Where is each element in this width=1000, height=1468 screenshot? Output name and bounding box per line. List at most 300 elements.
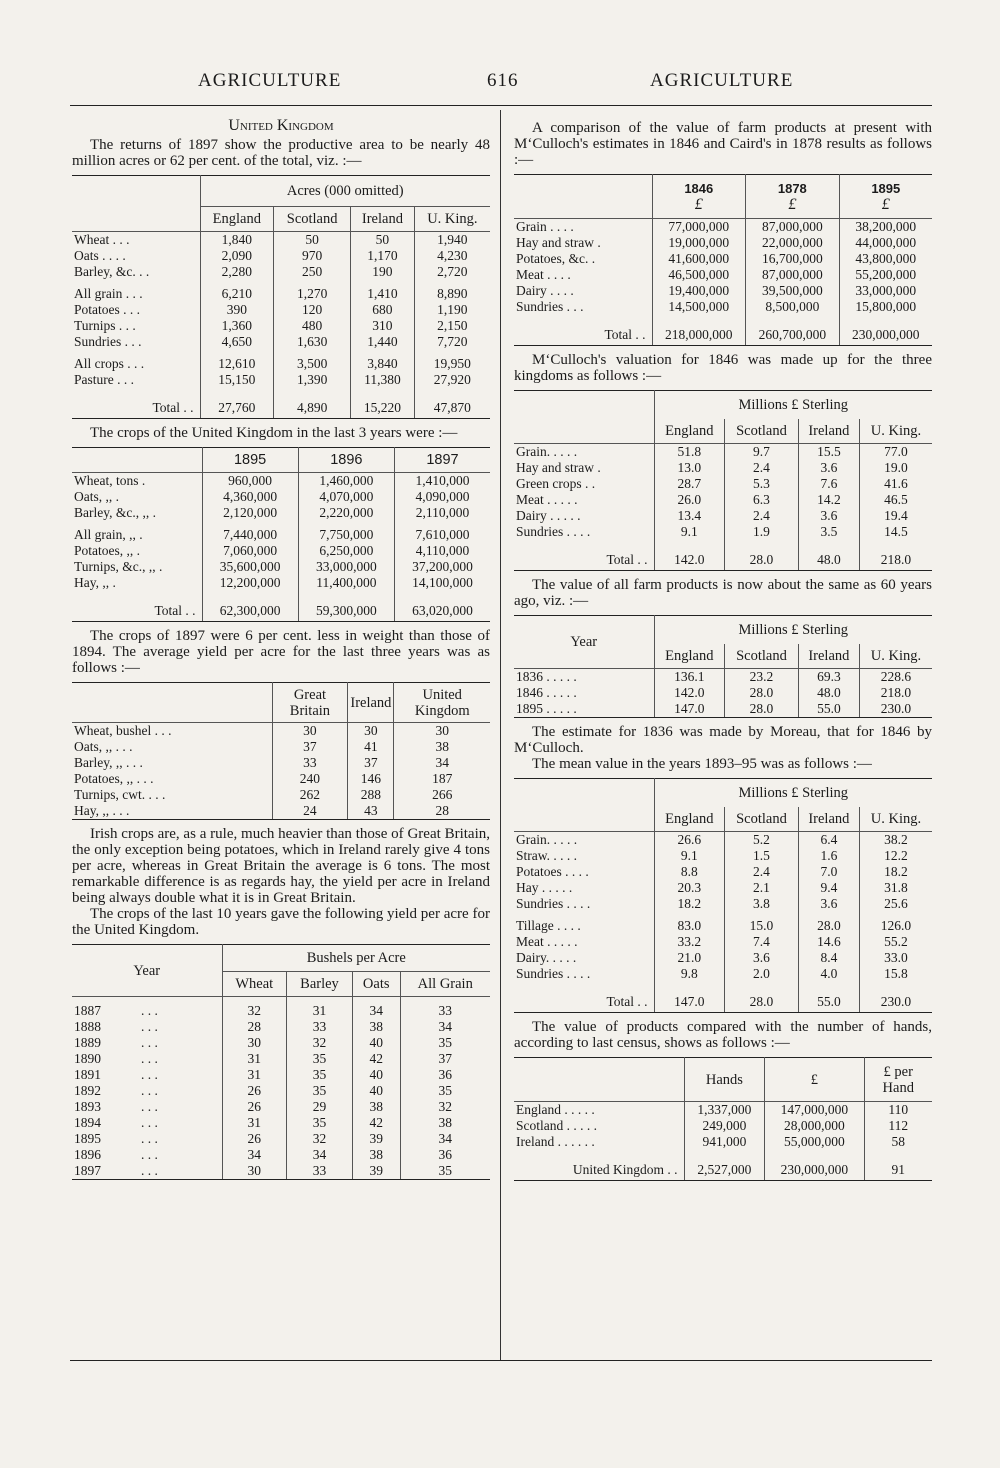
cell-value: 13.4 [654, 508, 725, 524]
cell-value: 33 [400, 1003, 490, 1019]
cell-value: 83.0 [654, 918, 725, 934]
cell-value: 7.6 [798, 476, 859, 492]
cell-value: 4,110,000 [394, 543, 490, 559]
cell-value: 24 [272, 803, 348, 820]
cell-value: 142.0 [654, 546, 725, 571]
cell-value: 51.8 [654, 444, 725, 461]
cell-value: 55,000,000 [765, 1134, 864, 1150]
cell-value: 7.4 [725, 934, 799, 950]
mcculloch-table [514, 390, 932, 571]
table-row [72, 1003, 490, 1019]
cell-value: 19.4 [859, 508, 932, 524]
row-label: Potatoes . . . [74, 302, 140, 317]
table-row [72, 232, 490, 249]
year-heading: 1895 [871, 180, 901, 196]
cell-value: 37 [400, 1051, 490, 1067]
cell-value: 5.2 [725, 832, 799, 849]
table-row [514, 832, 932, 849]
cell-value: 33,000,000 [298, 559, 394, 575]
row-label: Sundries . . . [516, 299, 584, 314]
year-header: Year [72, 945, 222, 997]
cell-value: 30 [348, 723, 394, 740]
cell-value: 9.7 [725, 444, 799, 461]
cell-value: 69.3 [798, 669, 859, 686]
cell-value: 48.0 [798, 685, 859, 701]
column-header: Wheat [222, 972, 287, 997]
left-column [72, 112, 490, 1186]
cell-value: 15,220 [351, 394, 415, 419]
row-label: Barley, &c., ,, . [74, 505, 156, 520]
cell-value: 1,460,000 [298, 473, 394, 490]
row-label [72, 1099, 222, 1115]
column-header: 1895 [202, 448, 298, 473]
row-label: Hay and straw . [516, 235, 601, 250]
row-label: Meat . . . . . [516, 934, 578, 949]
column-header: All Grain [400, 972, 490, 997]
cell-value: 25.6 [859, 896, 932, 912]
row-label: Pasture . . . [74, 372, 134, 387]
sixty-group-header: Millions £ Sterling [654, 616, 932, 645]
row-label: Sundries . . . . [516, 524, 591, 539]
table-row [72, 1067, 490, 1083]
table-row [514, 492, 932, 508]
cell-value: 1,840 [200, 232, 274, 249]
cell-value: 40 [352, 1035, 400, 1051]
cell-value: 3.6 [798, 460, 859, 476]
cell-value: 4,070,000 [298, 489, 394, 505]
cell-value: 18.2 [859, 864, 932, 880]
cell-value: 1,190 [414, 302, 490, 318]
cell-value: 91 [864, 1156, 932, 1181]
cell-value: 30 [222, 1163, 287, 1180]
cell-value: 218.0 [859, 685, 932, 701]
row-label [72, 1131, 222, 1147]
column-header: £ [765, 1058, 864, 1102]
cell-value: 3,840 [351, 356, 415, 372]
column-header: Barley [287, 972, 353, 997]
cell-value: 87,000,000 [746, 267, 840, 283]
cell-value: 1,170 [351, 248, 415, 264]
cell-value: 31 [287, 1003, 353, 1019]
cell-value: 4,230 [414, 248, 490, 264]
cell-value: 32 [400, 1099, 490, 1115]
cell-value: 8.8 [654, 864, 725, 880]
cell-value: 7,610,000 [394, 527, 490, 543]
cell-value: 35 [287, 1051, 353, 1067]
cell-value: 19,950 [414, 356, 490, 372]
cell-value: 2,280 [200, 264, 274, 280]
hands-table [514, 1057, 932, 1181]
cell-value: 34 [400, 1019, 490, 1035]
column-header: Ireland [798, 807, 859, 832]
leader-dots: . . . [141, 1115, 158, 1130]
table-row [72, 543, 490, 559]
cell-value: 33 [272, 755, 348, 771]
leader-dots: . . . [141, 1067, 158, 1082]
cell-value: 2.0 [725, 966, 799, 982]
cell-value: 33.0 [859, 950, 932, 966]
table-row [514, 524, 932, 540]
cell-value: 9.8 [654, 966, 725, 982]
cell-value: 55.2 [859, 934, 932, 950]
cell-value: 42 [352, 1115, 400, 1131]
currency-sign: £ [788, 195, 797, 213]
acres-group-header: Acres (000 omitted) [200, 176, 490, 207]
table-row [72, 286, 490, 302]
column-header [652, 175, 746, 219]
row-label: All grain, ,, . [74, 527, 143, 542]
cell-value: 11,400,000 [298, 575, 394, 591]
table-row [514, 966, 932, 982]
cell-value: 7,060,000 [202, 543, 298, 559]
cell-value: 249,000 [684, 1118, 765, 1134]
cell-value: 26 [222, 1083, 287, 1099]
cell-value: 77,000,000 [652, 219, 746, 236]
cell-value: 2.4 [725, 864, 799, 880]
table-row [514, 235, 932, 251]
column-header: Scotland [725, 419, 799, 444]
cell-value: 23.2 [725, 669, 799, 686]
cell-value: 19.0 [859, 460, 932, 476]
cell-value: 110 [864, 1102, 932, 1119]
column-header [839, 175, 932, 219]
mcculloch-intro: M‘Culloch's valuation for 1846 was made up for the three kingdoms as follows :— [514, 352, 932, 384]
cell-value: 46,500,000 [652, 267, 746, 283]
column-header: Hands [684, 1058, 765, 1102]
year-label: 1892 [74, 1083, 101, 1098]
cell-value: 28 [222, 1019, 287, 1035]
leader-dots: . . . [141, 1131, 158, 1146]
cell-value: 120 [274, 302, 351, 318]
cell-value: 3.6 [798, 896, 859, 912]
table-row [72, 1131, 490, 1147]
table-row [514, 508, 932, 524]
comparison-intro: A comparison of the value of farm products at present with M‘Culloch's estimates in 1846 and Caird's in 1878 results as follows :— [514, 120, 932, 168]
cell-value: 2.4 [725, 460, 799, 476]
row-label: Total . . [72, 597, 202, 622]
mean-intro: The mean value in the years 1893–95 was as follows :— [532, 756, 872, 772]
table-row [514, 896, 932, 912]
column-header: England [200, 207, 274, 232]
leader-dots: . . . [141, 1147, 158, 1162]
year-label: 1895 [74, 1131, 101, 1146]
cell-value: 33,000,000 [839, 283, 932, 299]
currency-sign: £ [694, 195, 703, 213]
cell-value: 35 [400, 1035, 490, 1051]
cell-value: 310 [351, 318, 415, 334]
cell-value: 38 [394, 739, 490, 755]
table-row [72, 1083, 490, 1099]
cell-value: 8.4 [798, 950, 859, 966]
estimate-paragraph: The estimate for 1836 was made by Moreau, that for 1846 by M‘Culloch. [514, 724, 932, 756]
cell-value: 31 [222, 1067, 287, 1083]
cell-value: 2.1 [725, 880, 799, 896]
cell-value: 32 [222, 1003, 287, 1019]
cell-value: 9.4 [798, 880, 859, 896]
cell-value: 260,700,000 [746, 321, 840, 346]
cell-value: 190 [351, 264, 415, 280]
cell-value: 28.0 [725, 546, 799, 571]
cell-value: 3.5 [798, 524, 859, 540]
table-row [514, 918, 932, 934]
cell-value: 147,000,000 [765, 1102, 864, 1119]
cell-value: 1,270 [274, 286, 351, 302]
table-row [514, 880, 932, 896]
cell-value: 14.2 [798, 492, 859, 508]
total-row [514, 546, 932, 571]
row-label [72, 1067, 222, 1083]
cell-value: 5.3 [725, 476, 799, 492]
cell-value: 126.0 [859, 918, 932, 934]
table-row [514, 444, 932, 461]
table-row [72, 302, 490, 318]
row-label [72, 1147, 222, 1163]
table-row [72, 771, 490, 787]
row-label: Oats . . . . [74, 248, 126, 263]
cell-value: 15.0 [725, 918, 799, 934]
year-label: 1891 [74, 1067, 101, 1082]
cell-value: 14.5 [859, 524, 932, 540]
cell-value: 228.6 [859, 669, 932, 686]
cell-value: 38 [352, 1147, 400, 1163]
row-label [72, 1163, 222, 1180]
year-label: 1896 [74, 1147, 101, 1162]
cell-value: 9.1 [654, 848, 725, 864]
cell-value: 26.6 [654, 832, 725, 849]
table-row [72, 505, 490, 521]
leader-dots: . . . [141, 1051, 158, 1066]
cell-value: 390 [200, 302, 274, 318]
cell-value: 266 [394, 787, 490, 803]
cell-value: 35 [287, 1083, 353, 1099]
cell-value: 14,500,000 [652, 299, 746, 315]
column-header: England [654, 419, 725, 444]
total-row [514, 321, 932, 346]
table-row [514, 669, 932, 686]
year-label: 1889 [74, 1035, 101, 1050]
year-label: 1894 [74, 1115, 101, 1130]
year-label: 1897 [74, 1163, 101, 1178]
cell-value: 38 [352, 1099, 400, 1115]
table-row [72, 473, 490, 490]
cell-value: 50 [274, 232, 351, 249]
total-row [514, 988, 932, 1013]
row-label: Total . . [514, 321, 652, 346]
cell-value: 31.8 [859, 880, 932, 896]
cell-value: 18.2 [654, 896, 725, 912]
year-heading: 1878 [777, 180, 807, 196]
cell-value: 13.0 [654, 460, 725, 476]
cell-value: 262 [272, 787, 348, 803]
year-label: 1893 [74, 1099, 101, 1114]
cell-value: 3,500 [274, 356, 351, 372]
table-row [514, 219, 932, 236]
cell-value: 36 [400, 1147, 490, 1163]
comparison-table [514, 174, 932, 346]
cell-value: 9.1 [654, 524, 725, 540]
row-label: Grain . . . . [516, 219, 574, 234]
cell-value: 20.3 [654, 880, 725, 896]
cell-value: 7,440,000 [202, 527, 298, 543]
total-row [72, 394, 490, 419]
cell-value: 31 [222, 1115, 287, 1131]
cell-value: 28 [394, 803, 490, 820]
cell-value: 43,800,000 [839, 251, 932, 267]
column-header [746, 175, 840, 219]
cell-value: 41 [348, 739, 394, 755]
cell-value: 2,150 [414, 318, 490, 334]
cell-value: 33 [287, 1163, 353, 1180]
bushels-table [72, 944, 490, 1180]
table-row [72, 803, 490, 820]
cell-value: 6,250,000 [298, 543, 394, 559]
cell-value: 59,300,000 [298, 597, 394, 622]
row-label: Sundries . . . . [516, 896, 591, 911]
table-row [72, 489, 490, 505]
cell-value: 40 [352, 1067, 400, 1083]
table-row [514, 1134, 932, 1150]
cell-value: 34 [400, 1131, 490, 1147]
cell-value: 44,000,000 [839, 235, 932, 251]
cell-value: 7,750,000 [298, 527, 394, 543]
cell-value: 4,890 [274, 394, 351, 419]
table-row [514, 460, 932, 476]
column-header: U. King. [859, 419, 932, 444]
table-row [514, 685, 932, 701]
row-label: 1846 . . . . . [516, 685, 577, 700]
row-label: Sundries . . . [74, 334, 142, 349]
row-label [72, 1019, 222, 1035]
tenyear-intro: The crops of the last 10 years gave the following yield per acre for the United Kingdom. [72, 906, 490, 938]
table-row [514, 864, 932, 880]
cell-value: 218,000,000 [652, 321, 746, 346]
cell-value: 4.0 [798, 966, 859, 982]
cell-value: 680 [351, 302, 415, 318]
cell-value: 28.0 [798, 918, 859, 934]
crops-intro: The crops of the United Kingdom in the last 3 years were :— [90, 425, 458, 441]
column-header: Great Britain [272, 683, 348, 723]
table-row [72, 372, 490, 388]
column-header: 1896 [298, 448, 394, 473]
table-row [514, 934, 932, 950]
row-label: Scotland . . . . . [516, 1118, 597, 1133]
column-header: Scotland [725, 807, 799, 832]
cell-value: 27,920 [414, 372, 490, 388]
cell-value: 50 [351, 232, 415, 249]
table-row [514, 950, 932, 966]
row-label: Tillage . . . . [516, 918, 581, 933]
cell-value: 87,000,000 [746, 219, 840, 236]
cell-value: 30 [394, 723, 490, 740]
cell-value: 58 [864, 1134, 932, 1150]
irish-paragraph: Irish crops are, as a rule, much heavier than those of Great Britain, the only exception being potatoes, which in Ireland rarely give 4 tons per acre, whereas in Great Britain the average is 6 tons. The most remarkable difference is as regards hay, the yield per acre in Ireland being always double what it is in Great Britain. [72, 826, 490, 906]
cell-value: 43 [348, 803, 394, 820]
intro-paragraph: The returns of 1897 show the productive area to be nearly 48 million acres or 62 per cent. of the total, viz. :— [72, 137, 490, 169]
row-label: Wheat, tons . [74, 473, 146, 488]
cell-value: 4,650 [200, 334, 274, 350]
table-row [514, 283, 932, 299]
cell-value: 28.0 [725, 685, 799, 701]
cell-value: 230.0 [859, 701, 932, 718]
row-label: Grain. . . . . [516, 444, 578, 459]
cell-value: 48.0 [798, 546, 859, 571]
cell-value: 146 [348, 771, 394, 787]
page-header [0, 70, 1000, 100]
cell-value: 187 [394, 771, 490, 787]
cell-value: 15,800,000 [839, 299, 932, 315]
leader-dots: . . . [141, 1163, 158, 1178]
cell-value: 47,870 [414, 394, 490, 419]
column-header: U. King. [414, 207, 490, 232]
table-row [72, 248, 490, 264]
row-label: Potatoes, ,, . [74, 543, 140, 558]
cell-value: 22,000,000 [746, 235, 840, 251]
row-label: Ireland . . . . . . [516, 1134, 595, 1149]
year-label: 1890 [74, 1051, 101, 1066]
year-heading: 1846 [684, 180, 714, 196]
row-label: All grain . . . [74, 286, 143, 301]
column-header: United Kingdom [394, 683, 490, 723]
cell-value: 35 [287, 1067, 353, 1083]
cell-value: 28.0 [725, 701, 799, 718]
column-header: Ireland [798, 644, 859, 669]
row-label: All crops . . . [74, 356, 145, 371]
cell-value: 230,000,000 [839, 321, 932, 346]
table-row [514, 299, 932, 315]
cell-value: 38 [352, 1019, 400, 1035]
cell-value: 37 [348, 755, 394, 771]
cell-value: 39,500,000 [746, 283, 840, 299]
cell-value: 28,000,000 [765, 1118, 864, 1134]
cell-value: 14,100,000 [394, 575, 490, 591]
cell-value: 1,410 [351, 286, 415, 302]
cell-value: 32 [287, 1035, 353, 1051]
table-row [514, 251, 932, 267]
table-row [72, 264, 490, 280]
cell-value: 39 [352, 1131, 400, 1147]
row-label: Meat . . . . [516, 267, 571, 282]
cell-value: 4,090,000 [394, 489, 490, 505]
table-row [72, 1163, 490, 1180]
mean-value-table [514, 778, 932, 1013]
section-title: United Kingdom [228, 117, 334, 134]
row-label: Potatoes . . . . [516, 864, 589, 879]
cell-value: 1.9 [725, 524, 799, 540]
row-label: Total . . [514, 988, 654, 1013]
cell-value: 34 [352, 1003, 400, 1019]
cell-value: 250 [274, 264, 351, 280]
column-header: Ireland [798, 419, 859, 444]
cell-value: 26.0 [654, 492, 725, 508]
cell-value: 230,000,000 [765, 1156, 864, 1181]
table-row [72, 1115, 490, 1131]
leader-dots: . . . [141, 1035, 158, 1050]
table-row [514, 1102, 932, 1119]
cell-value: 2,220,000 [298, 505, 394, 521]
table-row [72, 739, 490, 755]
cell-value: 62,300,000 [202, 597, 298, 622]
cell-value: 28.0 [725, 988, 799, 1013]
cell-value: 38,200,000 [839, 219, 932, 236]
cell-value: 970 [274, 248, 351, 264]
row-label: Total . . [514, 546, 654, 571]
cell-value: 30 [222, 1035, 287, 1051]
cell-value: 1,630 [274, 334, 351, 350]
sixty-year-header: Year [514, 616, 654, 669]
row-label: Straw. . . . . [516, 848, 577, 863]
cell-value: 112 [864, 1118, 932, 1134]
row-label: Potatoes, ,, . . . [74, 771, 154, 786]
